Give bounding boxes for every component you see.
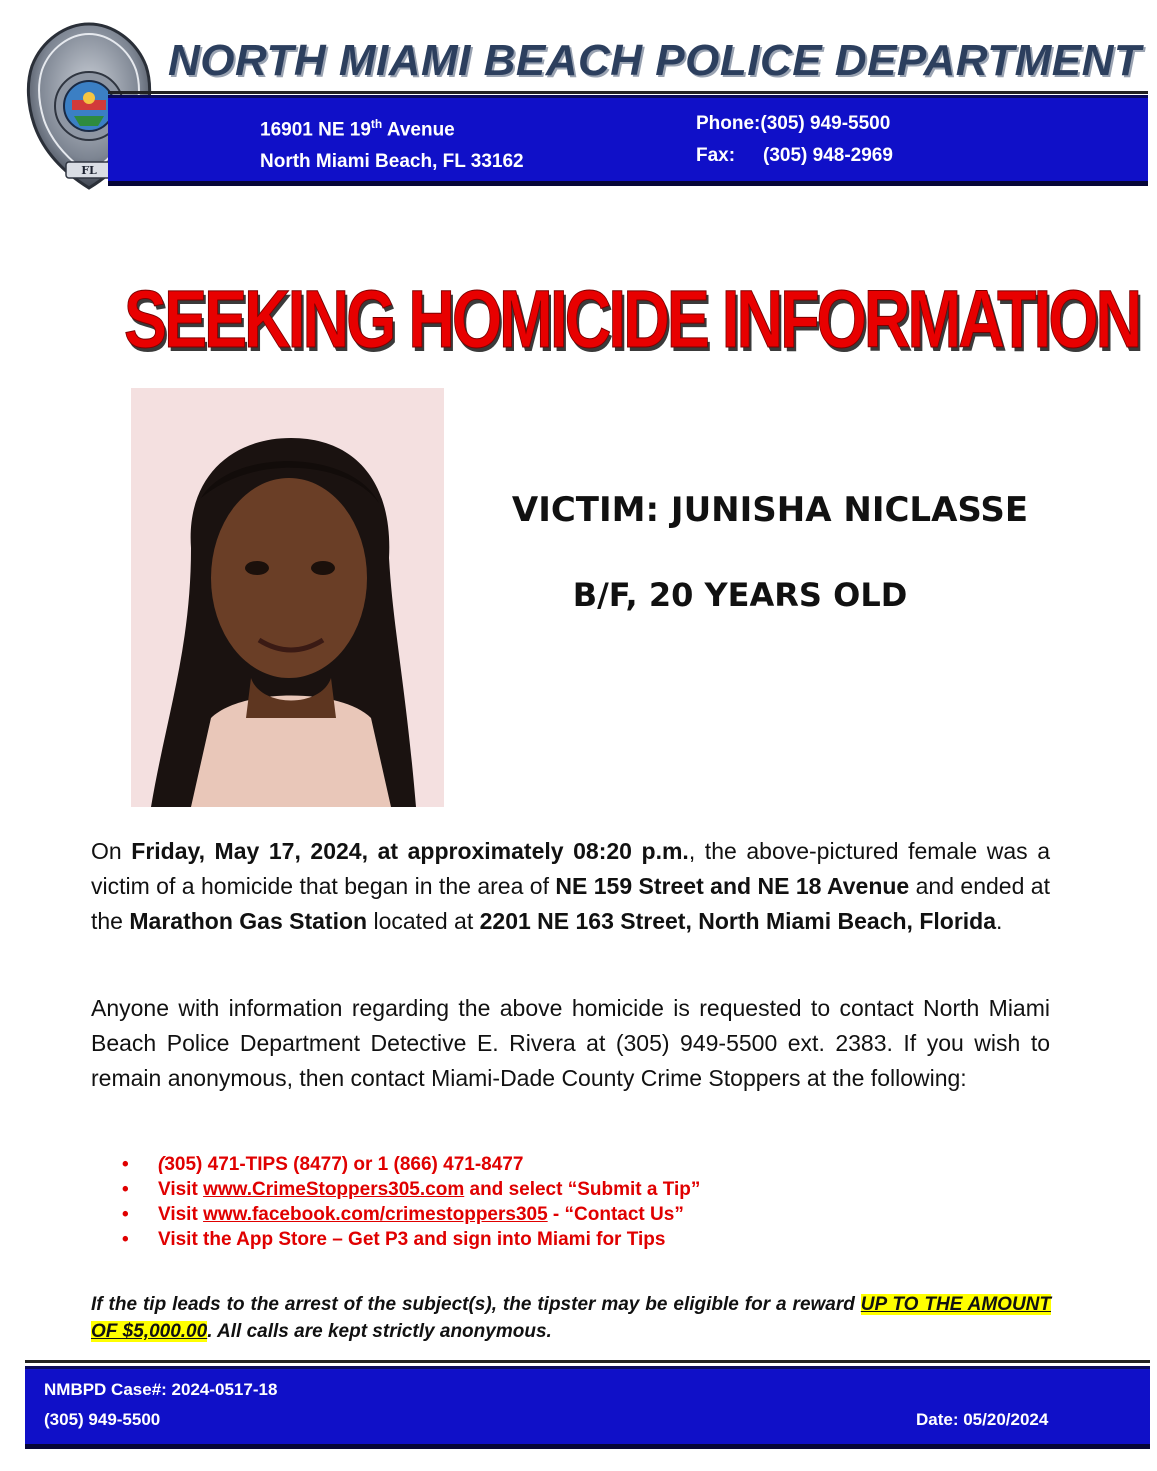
victim-photo bbox=[131, 388, 444, 807]
reward-notice: If the tip leads to the arrest of the subject(s), the tipster may be eligible for a reward UP TO THE AMOUNT OF $5,000.00. All calls are kept strictly anonymous. bbox=[91, 1294, 1051, 1342]
footer-band-shadow bbox=[25, 1444, 1150, 1449]
footer-phone: (305) 949-5500 bbox=[44, 1410, 161, 1429]
contact-paragraph: Anyone with information regarding the above homicide is requested to contact North Miami Beach Police Department Detective E. Rivera at (305) 949-5500 ext. 2383. If you wish to remain anonymous, then contact Miami-Dade County Crime Stoppers at the following: bbox=[91, 995, 1050, 1091]
address-line-1: 16901 NE 19th Avenue bbox=[260, 117, 455, 141]
victim-description: B/F, 20 YEARS OLD bbox=[572, 576, 908, 614]
reward-amount: UP TO THE AMOUNT OF $5,000.00 bbox=[91, 1294, 1051, 1342]
header-band-shadow bbox=[108, 181, 1148, 186]
department-address bbox=[260, 108, 524, 178]
department-title: NORTH MIAMI BEACH POLICE DEPARTMENT bbox=[168, 36, 1142, 85]
list-item: • Visit www.facebook.com/crimestoppers305 - “Contact Us” bbox=[120, 1202, 1020, 1227]
address-line-2: North Miami Beach, FL 33162 bbox=[260, 151, 524, 173]
header-divider bbox=[108, 91, 1148, 94]
victim-name: VICTIM: JUNISHA NICLASSE bbox=[511, 490, 1029, 530]
phone-line: Phone:(305) 949-5500 bbox=[696, 113, 891, 134]
facebook-link[interactable]: www.facebook.com/crimestoppers305 bbox=[203, 1204, 548, 1225]
svg-text:FL: FL bbox=[81, 164, 97, 177]
list-item: • Visit the App Store – Get P3 and sign into Miami for Tips bbox=[120, 1227, 1020, 1252]
headline: SEEKING HOMICIDE INFORMATION bbox=[123, 274, 1140, 365]
list-item: • (305) 471-TIPS (8477) or 1 (866) 471-8477 bbox=[120, 1152, 1020, 1177]
incident-paragraph: On Friday, May 17, 2024, at approximately 08:20 p.m., the above-pictured female was a victim of a homicide that began in the area of NE 159 Street and NE 18 Avenue and ended at the Marathon Gas Station located at 2201 NE 163 Street, North Miami Beach, Florida. bbox=[91, 838, 1050, 934]
list-item: • Visit www.CrimeStoppers305.com and select “Submit a Tip” bbox=[120, 1177, 1020, 1202]
crimestoppers-link[interactable]: www.CrimeStoppers305.com bbox=[203, 1179, 465, 1200]
case-number: NMBPD Case#: 2024-0517-18 bbox=[44, 1380, 278, 1399]
department-contact bbox=[696, 108, 893, 172]
footer-divider bbox=[25, 1360, 1150, 1363]
fax-line: Fax: (305) 948-2969 bbox=[696, 145, 893, 166]
tip-methods-list bbox=[120, 1152, 1020, 1252]
flyer-date: Date: 05/20/2024 bbox=[916, 1410, 1049, 1429]
